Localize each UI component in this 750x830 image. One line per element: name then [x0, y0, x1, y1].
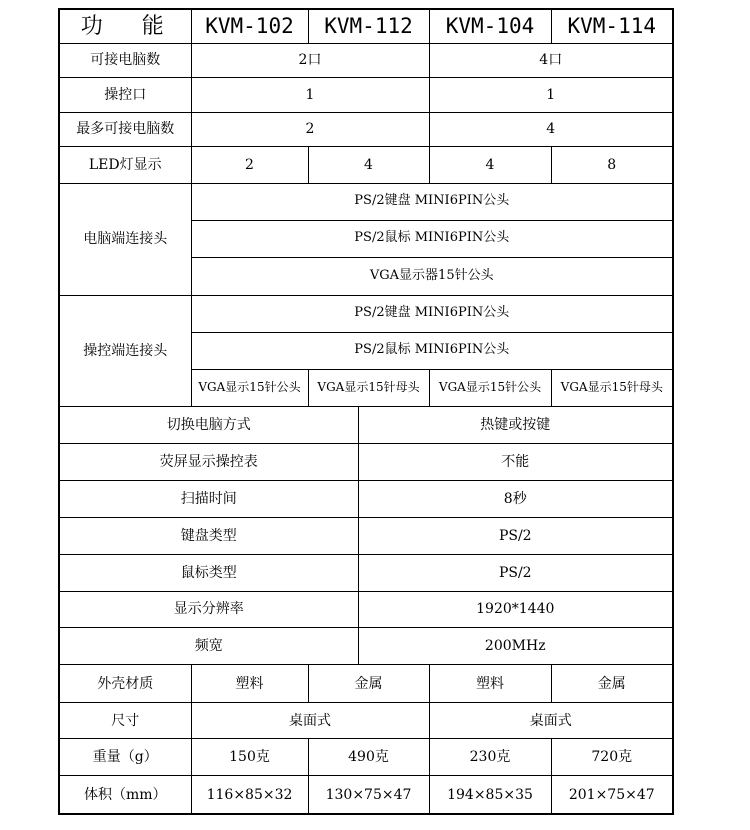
row-label: 频宽 — [59, 628, 358, 665]
header-row — [59, 9, 673, 43]
row-weight — [59, 739, 673, 776]
cell-2port: 1 — [191, 77, 429, 112]
cell-2port: 2口 — [191, 43, 429, 77]
cell-value: 1920*1440 — [358, 592, 673, 628]
row-label: 体积（mm） — [59, 776, 191, 814]
cell-4port: 4 — [429, 112, 673, 146]
console-connector-mouse: PS/2鼠标 MINI6PIN公头 — [191, 332, 673, 369]
cell-2port: 桌面式 — [191, 703, 429, 739]
row-label: 扫描时间 — [59, 480, 358, 517]
cell-kvm102: 150克 — [191, 739, 308, 776]
cell-2port: 2 — [191, 112, 429, 146]
row-size — [59, 703, 673, 739]
row-computers — [59, 43, 673, 77]
cell-kvm114: 8 — [551, 146, 673, 183]
console-vga-kvm104: VGA显示15针公头 — [429, 369, 551, 406]
row-bandwidth — [59, 628, 673, 665]
cell-kvm102: 2 — [191, 146, 308, 183]
cell-kvm114: 201×75×47 — [551, 776, 673, 814]
row-label: 操控口 — [59, 77, 191, 112]
row-max-computers — [59, 112, 673, 146]
cell-kvm104: 194×85×35 — [429, 776, 551, 814]
row-scan-time — [59, 480, 673, 517]
row-mouse-type — [59, 554, 673, 591]
cell-kvm112: 490克 — [308, 739, 429, 776]
console-vga-kvm102: VGA显示15针公头 — [191, 369, 308, 406]
cell-kvm114: 金属 — [551, 665, 673, 703]
cell-value: 不能 — [358, 443, 673, 480]
row-label: 切换电脑方式 — [59, 406, 358, 443]
row-pc-connector-1 — [59, 183, 673, 220]
row-label: 重量（g） — [59, 739, 191, 776]
cell-value: PS/2 — [358, 554, 673, 591]
row-label: 电脑端连接头 — [59, 183, 191, 295]
cell-kvm112: 130×75×47 — [308, 776, 429, 814]
cell-kvm112: 4 — [308, 146, 429, 183]
kvm-spec-table — [58, 8, 674, 815]
cell-value: 200MHz — [358, 628, 673, 665]
row-osd — [59, 443, 673, 480]
row-led — [59, 146, 673, 183]
pc-connector-mouse: PS/2鼠标 MINI6PIN公头 — [191, 220, 673, 257]
row-console — [59, 77, 673, 112]
row-label: 外壳材质 — [59, 665, 191, 703]
cell-value: 热键或按键 — [358, 406, 673, 443]
model-header-kvm114: KVM-114 — [551, 9, 673, 43]
console-vga-kvm112: VGA显示15针母头 — [308, 369, 429, 406]
row-label: 荧屏显示操控表 — [59, 443, 358, 480]
row-label: 尺寸 — [59, 703, 191, 739]
row-label: 最多可接电脑数 — [59, 112, 191, 146]
row-switch-method — [59, 406, 673, 443]
cell-kvm102: 塑料 — [191, 665, 308, 703]
pc-connector-keyboard: PS/2键盘 MINI6PIN公头 — [191, 183, 673, 220]
row-label: LED灯显示 — [59, 146, 191, 183]
cell-kvm104: 4 — [429, 146, 551, 183]
row-label: 键盘类型 — [59, 517, 358, 554]
cell-kvm104: 230克 — [429, 739, 551, 776]
row-console-connector-1 — [59, 295, 673, 332]
cell-kvm104: 塑料 — [429, 665, 551, 703]
row-housing — [59, 665, 673, 703]
model-header-kvm104: KVM-104 — [429, 9, 551, 43]
feature-header: 功 能 — [59, 9, 191, 43]
model-header-kvm102: KVM-102 — [191, 9, 308, 43]
row-resolution — [59, 592, 673, 628]
console-vga-kvm114: VGA显示15针母头 — [551, 369, 673, 406]
model-header-kvm112: KVM-112 — [308, 9, 429, 43]
row-label: 显示分辨率 — [59, 592, 358, 628]
row-label: 操控端连接头 — [59, 295, 191, 406]
console-connector-keyboard: PS/2键盘 MINI6PIN公头 — [191, 295, 673, 332]
cell-4port: 1 — [429, 77, 673, 112]
cell-value: 8秒 — [358, 480, 673, 517]
cell-kvm112: 金属 — [308, 665, 429, 703]
row-label: 可接电脑数 — [59, 43, 191, 77]
pc-connector-vga: VGA显示器15针公头 — [191, 257, 673, 295]
row-keyboard-type — [59, 517, 673, 554]
cell-4port: 4口 — [429, 43, 673, 77]
row-volume — [59, 776, 673, 814]
cell-value: PS/2 — [358, 517, 673, 554]
cell-kvm114: 720克 — [551, 739, 673, 776]
cell-kvm102: 116×85×32 — [191, 776, 308, 814]
cell-4port: 桌面式 — [429, 703, 673, 739]
row-label: 鼠标类型 — [59, 554, 358, 591]
